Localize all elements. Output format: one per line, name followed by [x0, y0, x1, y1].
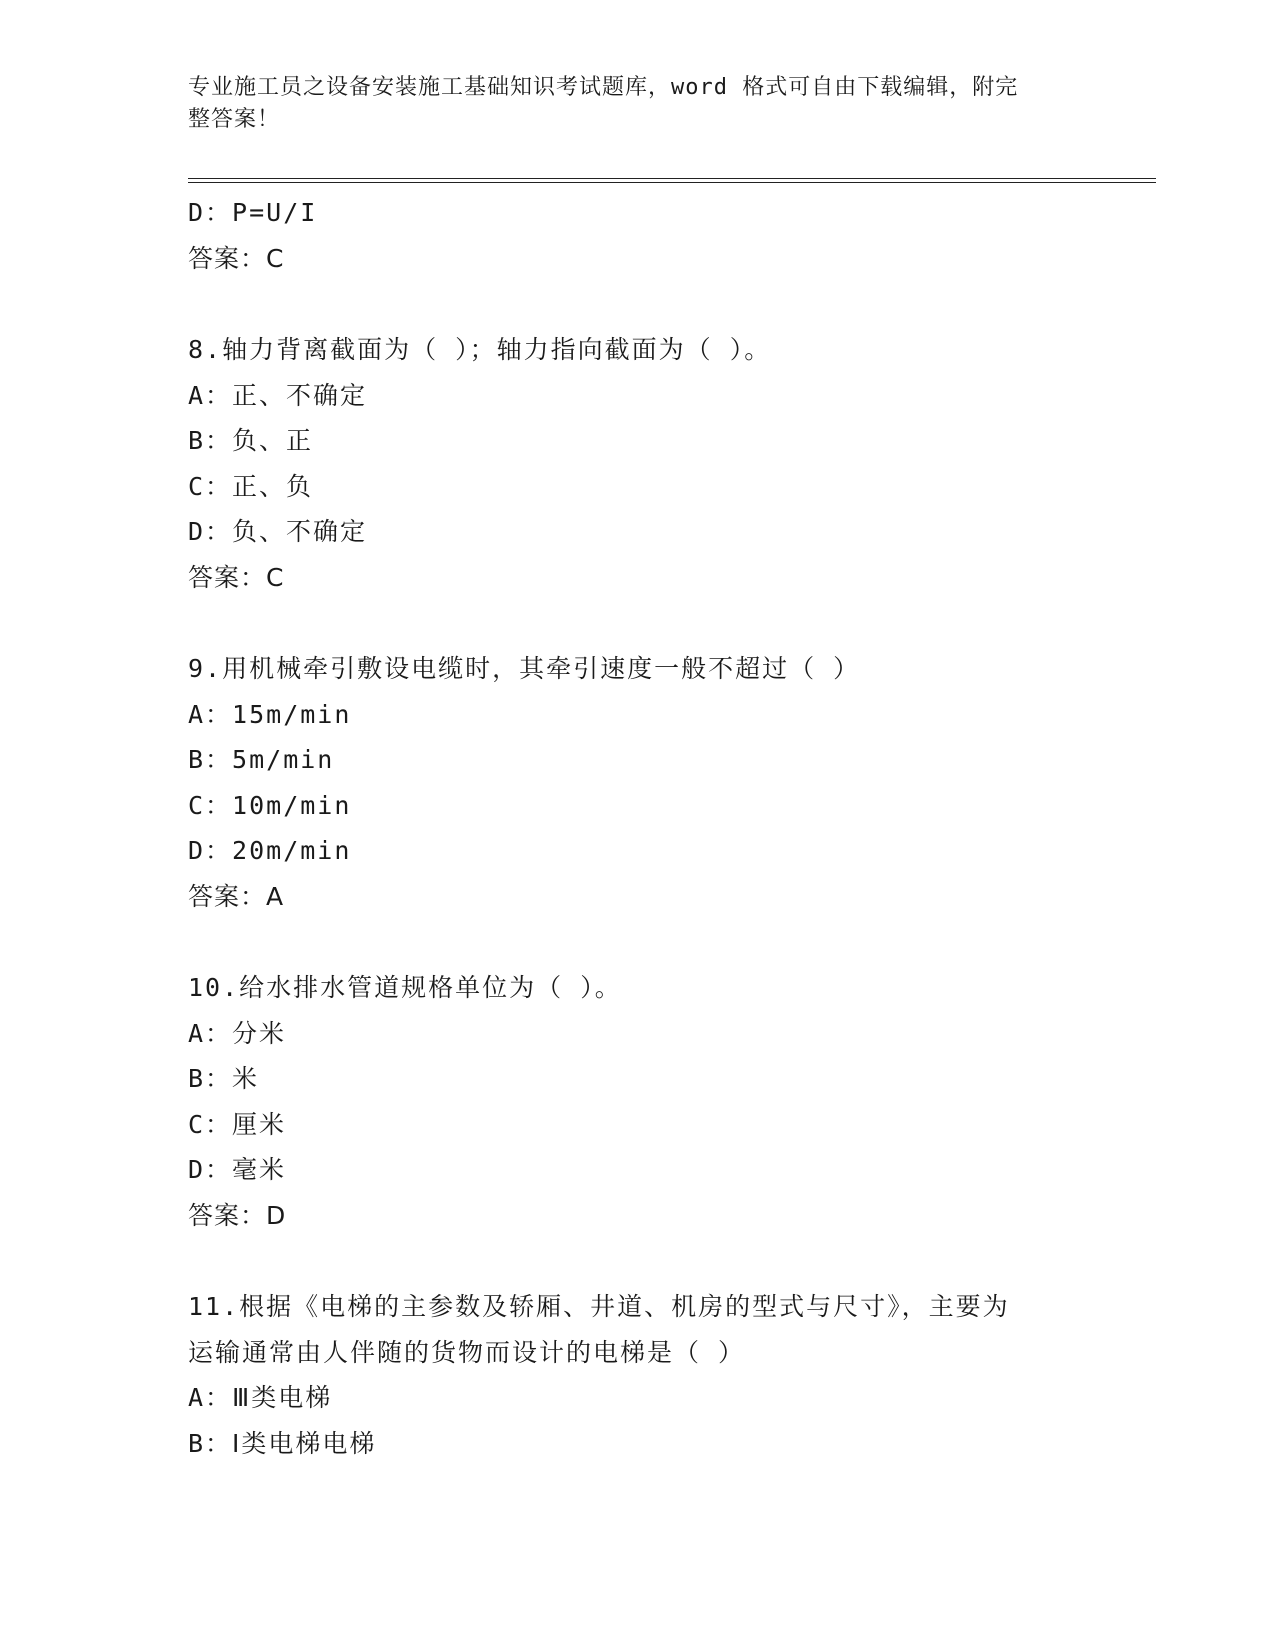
question-stem: 9.用机械牵引敷设电缆时，其牵引速度一般不超过（ ） — [188, 654, 861, 683]
option-d: D：毫米 — [188, 1155, 287, 1184]
answer: 答案：C — [188, 243, 285, 273]
option-b: B：负、正 — [188, 426, 314, 455]
question-stem: 8.轴力背离截面为（ ）；轴力指向截面为（ ）。 — [188, 335, 772, 364]
answer: 答案：C — [188, 562, 285, 592]
question-8 — [188, 327, 1088, 600]
option-d: D：负、不确定 — [188, 517, 368, 546]
option-b: B：米 — [188, 1064, 260, 1093]
question-11 — [188, 1284, 1088, 1466]
option-a: A：Ⅲ类电梯 — [188, 1383, 333, 1412]
question-10 — [188, 965, 1088, 1238]
option-d: D：20m/min — [188, 836, 352, 865]
option-a: A：分米 — [188, 1018, 287, 1048]
option-a: A：15m/min — [188, 699, 352, 729]
option-d: D：P=U/I — [188, 198, 318, 227]
header-divider-top — [188, 178, 1156, 179]
question-7-tail — [188, 190, 1088, 281]
option-b: B：5m/min — [188, 745, 335, 774]
question-list — [188, 190, 1088, 1466]
option-c: C：厘米 — [188, 1109, 287, 1139]
header-divider-bottom — [188, 182, 1156, 183]
option-b: B：Ⅰ类电梯电梯 — [188, 1428, 377, 1458]
question-9 — [188, 646, 1088, 919]
option-a: A：正、不确定 — [188, 380, 368, 410]
answer: 答案：A — [188, 881, 285, 911]
header-line-1: 专业施工员之设备安装施工基础知识考试题库，word 格式可自由下载编辑，附完 — [188, 75, 1019, 100]
option-c: C：10m/min — [188, 790, 352, 820]
answer: 答案：D — [188, 1200, 287, 1230]
document-header — [188, 72, 1068, 136]
question-stem-line-1: 11.根据《电梯的主参数及轿厢、井道、机房的型式与尺寸》，主要为 — [188, 1292, 1010, 1321]
question-stem-line-2: 运输通常由人伴随的货物而设计的电梯是（ ） — [188, 1337, 746, 1367]
header-line-2: 整答案！ — [188, 107, 281, 132]
option-c: C：正、负 — [188, 471, 314, 501]
question-stem: 10.给水排水管道规格单位为（ ）。 — [188, 973, 622, 1002]
